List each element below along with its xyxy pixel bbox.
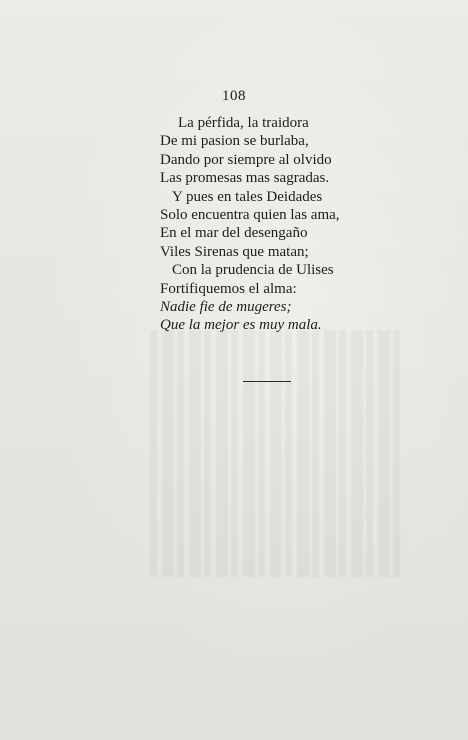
poem-line: La pérfida, la traidora xyxy=(178,115,309,131)
section-divider xyxy=(243,381,291,382)
poem-line: Dando por siempre al olvido xyxy=(160,151,332,168)
poem-line-italic: Nadie fie de mugeres; xyxy=(160,299,292,316)
bleed-through-text xyxy=(150,330,400,580)
poem-line: En el mar del desengaño xyxy=(160,225,308,242)
poem-line: Fortifiquemos el alma: xyxy=(160,280,297,297)
poem-line: Solo encuentra quien las ama, xyxy=(160,207,340,224)
poem-line: De mi pasion se burlaba, xyxy=(160,133,309,150)
poem-line: Viles Sirenas que matan; xyxy=(160,243,309,260)
poem-line-italic: Que la mejor es muy mala. xyxy=(160,317,322,334)
poem-line: Con la prudencia de Ulises xyxy=(172,262,334,279)
page-number: 108 xyxy=(222,88,246,104)
poem xyxy=(160,114,375,335)
poem-line: Las promesas mas sagradas. xyxy=(160,170,330,187)
poem-line: Y pues en tales Deidades xyxy=(172,188,323,205)
